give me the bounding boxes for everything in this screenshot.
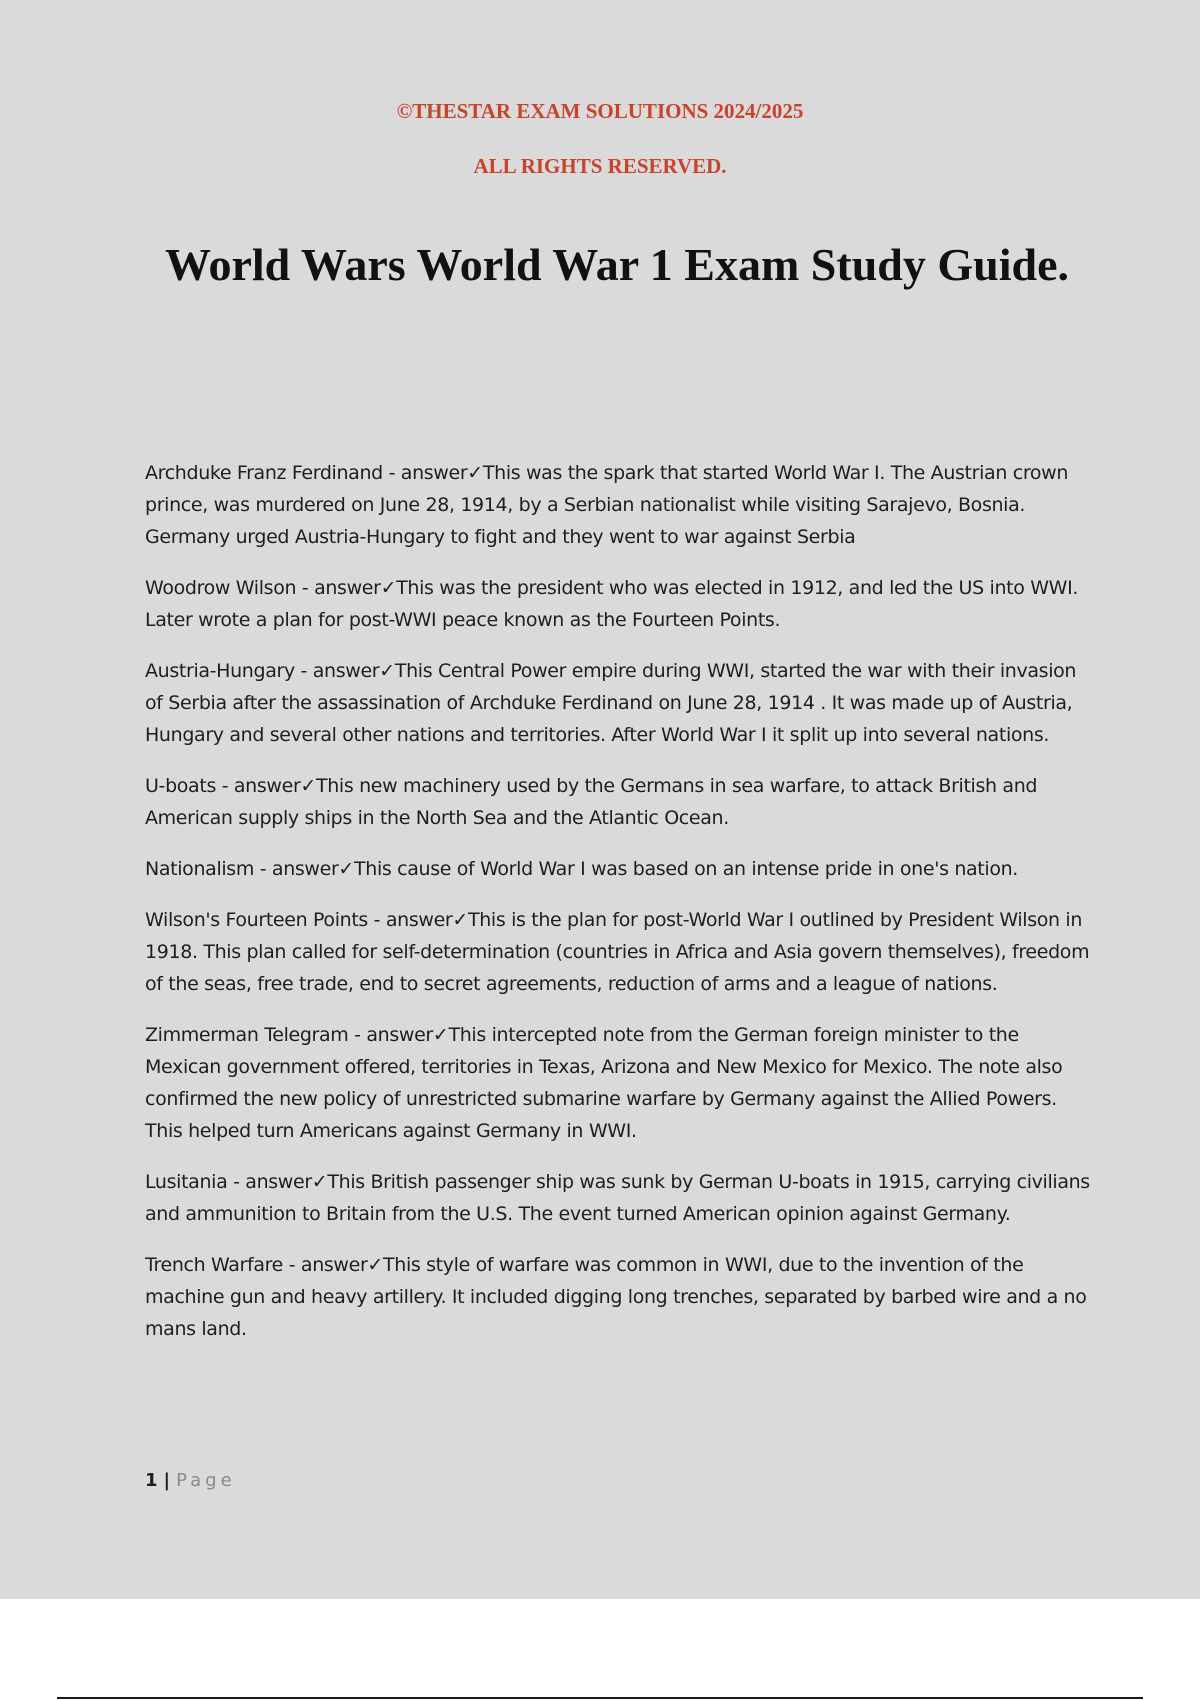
entry-definition: This intercepted note from the German foreign minister to the Mexican government offered, territories in Texas, Arizona and New Mexico for Mexico. The note also confirmed the new policy of unrestricted submarine warfare by Germany against the Allied Powers. This helped turn Americans against Germany in WWI.	[145, 1024, 1063, 1142]
document-title: World Wars World War 1 Exam Study Guide.	[164, 239, 1070, 290]
entry-definition: This was the spark that started World War I. The Austrian crown prince, was murdered on June 28, 1914, by a Serbian nationalist while visiting Sarajevo, Bosnia. Germany urged Austria-Hungary to fight and they went to war against Serbia	[145, 462, 1069, 548]
page-footer	[145, 1472, 236, 1490]
list-item	[145, 655, 1090, 751]
entry-term: Nationalism	[145, 858, 255, 880]
answer-separator: - answer✓	[348, 1024, 449, 1046]
list-item	[145, 770, 1090, 834]
answer-separator: - answer✓	[367, 909, 468, 931]
answer-separator: - answer✓	[296, 577, 397, 599]
list-item	[145, 853, 1090, 885]
entry-term: Lusitania	[145, 1171, 228, 1193]
entry-definition: This cause of World War I was based on an intense pride in one's nation.	[354, 858, 1018, 880]
entry-term: Zimmerman Telegram	[145, 1024, 349, 1046]
list-item	[145, 457, 1090, 553]
answer-separator: - answer✓	[216, 775, 316, 797]
list-item	[145, 572, 1090, 636]
entry-definition: This was the president who was elected in 1912, and led the US into WWI. Later wrote a plan for post-WWI peace known as the Fourteen Points.	[145, 577, 1079, 631]
entry-term: Archduke Franz Ferdinand	[145, 462, 383, 484]
answer-separator: - answer✓	[283, 1254, 383, 1276]
entry-term: Wilson's Fourteen Points	[145, 909, 368, 931]
list-item	[145, 1019, 1090, 1147]
footer-divider: |	[163, 1470, 171, 1491]
entry-definition: This new machinery used by the Germans in sea warfare, to attack British and American supply ships in the North Sea and the Atlantic Ocean.	[145, 775, 1038, 829]
page-label: Page	[176, 1470, 236, 1491]
list-item	[145, 904, 1090, 1000]
copyright-notice: ©THESTAR EXAM SOLUTIONS 2024/2025	[396, 99, 804, 123]
entry-definition: This Central Power empire during WWI, started the war with their invasion of Serbia after the assassination of Archduke Ferdinand on June 28, 1914 . It was made up of Austria, Hungary and several other nations and territories. After World War I it split up into several nations.	[145, 660, 1077, 746]
next-page-rule	[57, 1697, 1143, 1699]
entry-term: Austria-Hungary	[145, 660, 295, 682]
entry-definition: This style of warfare was common in WWI, due to the invention of the machine gun and heavy artillery. It included digging long trenches, separated by barbed wire and a no mans land.	[145, 1254, 1087, 1340]
study-guide-entries	[145, 457, 1090, 1364]
rights-notice: ALL RIGHTS RESERVED.	[473, 154, 727, 178]
entry-term: Woodrow Wilson	[145, 577, 297, 599]
page-number: 1	[145, 1470, 158, 1491]
entry-term: Trench Warfare	[145, 1254, 284, 1276]
answer-separator: - answer✓	[294, 660, 395, 682]
answer-separator: - answer✓	[227, 1171, 328, 1193]
entry-term: U-boats	[145, 775, 216, 797]
answer-separator: - answer✓	[382, 462, 483, 484]
list-item	[145, 1166, 1090, 1230]
answer-separator: - answer✓	[254, 858, 354, 880]
entry-definition: This British passenger ship was sunk by German U-boats in 1915, carrying civilians and ammunition to Britain from the U.S. The event turned American opinion against Germany.	[145, 1171, 1090, 1225]
entry-definition: This is the plan for post-World War I outlined by President Wilson in 1918. This plan called for self-determination (countries in Africa and Asia govern themselves), freedom of the seas, free trade, end to secret agreements, reduction of arms and a league of nations.	[145, 909, 1090, 995]
list-item	[145, 1249, 1090, 1345]
